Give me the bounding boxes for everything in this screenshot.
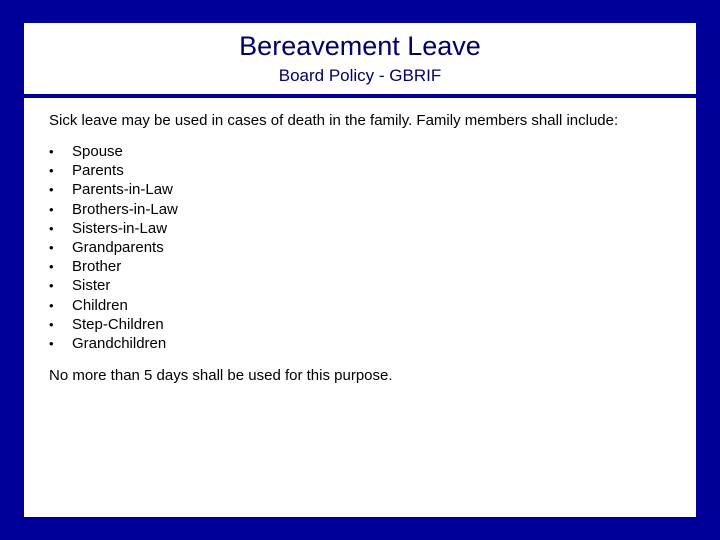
list-item-label: Grandchildren	[72, 334, 167, 352]
list-item-label: Parents-in-Law	[72, 181, 173, 199]
list-item	[49, 334, 679, 353]
slide-title: Bereavement Leave	[239, 31, 481, 61]
list-item	[49, 296, 679, 315]
list-item-label: Grandparents	[72, 238, 164, 256]
family-member-list	[49, 142, 679, 353]
bullet-icon: •	[49, 144, 54, 159]
closing-text: No more than 5 days shall be used for this purpose.	[49, 367, 393, 385]
list-item-label: Brother	[72, 258, 122, 276]
list-item	[49, 180, 679, 199]
list-item	[49, 142, 679, 161]
list-item	[49, 219, 679, 238]
title-divider	[24, 94, 696, 98]
list-item	[49, 200, 679, 219]
list-item-label: Children	[72, 296, 128, 314]
list-item-label: Brothers-in-Law	[72, 200, 178, 218]
bullet-icon: •	[49, 278, 54, 294]
bullet-icon: •	[49, 316, 54, 332]
slide-subtitle: Board Policy - GBRIF	[278, 66, 442, 85]
list-item	[49, 161, 679, 180]
intro-text: Sick leave may be used in cases of death in the family. Family members shall include:	[49, 112, 619, 129]
list-item	[49, 238, 679, 257]
list-item	[49, 276, 679, 295]
bullet-icon: •	[49, 201, 54, 217]
bullet-icon: •	[49, 163, 54, 179]
body-content	[49, 111, 679, 386]
bullet-icon: •	[49, 335, 54, 351]
list-item	[49, 257, 679, 276]
list-item	[49, 315, 679, 334]
list-item-label: Parents	[72, 162, 124, 180]
slide-panel	[24, 23, 696, 517]
list-item-label: Sisters-in-Law	[72, 219, 168, 237]
bullet-icon: •	[49, 182, 54, 198]
list-item-label: Sister	[72, 277, 111, 295]
bullet-icon: •	[49, 259, 54, 275]
bullet-icon: •	[49, 220, 54, 236]
bullet-icon: •	[49, 297, 54, 313]
bullet-icon: •	[49, 239, 54, 255]
title-area	[24, 23, 696, 94]
list-item-label: Spouse	[72, 143, 123, 160]
list-item-label: Step-Children	[72, 315, 164, 333]
